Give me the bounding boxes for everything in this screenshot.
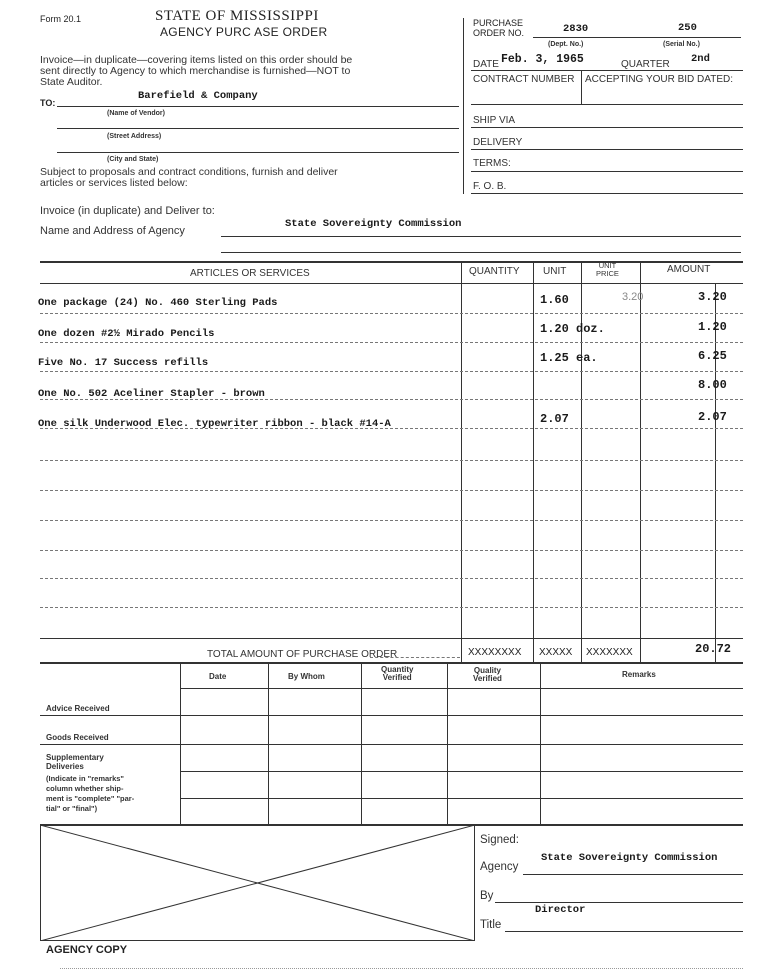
- vendor-line: [57, 106, 459, 107]
- serial-number: 250: [678, 22, 697, 34]
- deliver-to-label: Invoice (in duplicate) and Deliver to:: [40, 205, 215, 217]
- row-line-9: [40, 550, 743, 551]
- item-unit: 1.20 doz.: [540, 322, 605, 336]
- receipt-date-header: Date: [209, 672, 227, 681]
- total-x-unit: XXXXX: [539, 647, 573, 658]
- advice-received-label: Advice Received: [46, 704, 110, 713]
- terms-line: [471, 171, 743, 172]
- unit-price-header: UNIT PRICE: [596, 261, 619, 278]
- row-line-8: [40, 520, 743, 521]
- item-unit: 1.25 ea.: [540, 351, 598, 365]
- signature-by-line: [495, 902, 743, 903]
- contract-divider: [581, 70, 582, 104]
- deliver-agency-name: State Sovereignty Commission: [285, 218, 462, 230]
- receipt-row-line-3: [180, 771, 743, 772]
- row-line-2: [40, 342, 743, 343]
- signature-by-label: By: [480, 890, 494, 902]
- total-leader: [370, 657, 460, 658]
- quantity-header: QUANTITY: [469, 266, 520, 277]
- vendor-name-label: (Name of Vendor): [107, 110, 165, 117]
- receipt-row-line-4: [180, 798, 743, 799]
- item-amount: 8.00: [698, 378, 727, 392]
- row-line-7: [40, 490, 743, 491]
- row-line-6: [40, 460, 743, 461]
- signature-title-value: Director: [535, 904, 586, 916]
- row-line-12: [40, 638, 743, 639]
- signature-agency-line: [523, 874, 743, 875]
- delivery-label: DELIVERY: [473, 137, 523, 148]
- vendor-name: Barefield & Company: [138, 90, 258, 102]
- receipt-row-line-1: [40, 715, 743, 716]
- col-divider-cents: [715, 283, 716, 662]
- total-label: TOTAL AMOUNT OF PURCHASE ORDER: [207, 649, 398, 660]
- item-amount: 3.20: [698, 290, 727, 304]
- articles-header: ARTICLES OR SERVICES: [190, 268, 310, 279]
- col-divider-unit: [533, 262, 534, 662]
- signature-title-line: [505, 931, 743, 932]
- amount-header: AMOUNT: [667, 264, 711, 275]
- ship-via-label: SHIP VIA: [473, 115, 516, 126]
- date-label: DATE: [473, 59, 499, 70]
- receipt-by-whom-header: By Whom: [288, 672, 325, 681]
- crossed-out-box: [40, 825, 475, 941]
- contract-line: [471, 104, 743, 105]
- order-title: AGENCY PURC ASE ORDER: [160, 25, 328, 39]
- subject-note: Subject to proposals and contract conditions, furnish and deliver articles or services listed below:: [40, 166, 338, 189]
- dept-number: 2830: [563, 23, 589, 35]
- state-title: STATE OF MISSISSIPPI: [155, 8, 319, 24]
- invoice-note: Invoice—in duplicate—covering items listed on this order should be sent directly to Agency to which merchandise is furnished—NOT to State Auditor.: [40, 54, 353, 88]
- form-number: Form 20.1: [40, 14, 82, 24]
- date-line: [471, 70, 743, 71]
- agency-address-label: Name and Address of Agency: [40, 225, 185, 237]
- item-article: One No. 502 Aceliner Stapler - brown: [38, 388, 265, 400]
- header-divider: [463, 18, 464, 194]
- quarter-value: 2nd: [691, 53, 710, 65]
- item-amount: 6.25: [698, 349, 727, 363]
- dept-no-label: (Dept. No.): [548, 41, 584, 48]
- item-amount: 1.20: [698, 320, 727, 334]
- items-table-top: [40, 261, 743, 263]
- items-header-bottom: [40, 283, 743, 284]
- to-label: TO:: [40, 98, 56, 108]
- total-x-price: XXXXXXX: [586, 647, 633, 658]
- item-unit-price: 3.20: [622, 291, 644, 303]
- item-article: One dozen #2½ Mirado Pencils: [38, 328, 215, 340]
- po-line: [533, 37, 741, 38]
- receipt-qual-header: Quality Verified: [473, 666, 502, 683]
- row-line-3: [40, 371, 743, 372]
- signature-agency-value: State Sovereignty Commission: [541, 852, 718, 864]
- item-article: Five No. 17 Success refills: [38, 357, 209, 369]
- ship-via-line: [471, 127, 743, 128]
- date-value: Feb. 3, 1965: [501, 53, 584, 66]
- supplementary-note: (Indicate in "remarks" column whether ship- ment is "complete" "par- tial" or "final"): [46, 774, 135, 813]
- signature-title-label: Title: [480, 919, 502, 931]
- receipt-row-line-2: [40, 744, 743, 745]
- agency-line-2: [221, 252, 741, 253]
- city-line: [57, 152, 459, 153]
- po-label: PURCHASE ORDER NO.: [473, 18, 525, 38]
- fob-label: F. O. B.: [473, 181, 507, 192]
- city-label: (City and State): [107, 156, 159, 163]
- agency-copy-label: AGENCY COPY: [46, 944, 128, 956]
- delivery-line: [471, 149, 743, 150]
- items-table-bottom: [40, 662, 743, 664]
- item-amount: 2.07: [698, 410, 727, 424]
- accepting-bid-label: ACCEPTING YOUR BID DATED:: [585, 74, 733, 85]
- quarter-label: QUARTER: [621, 59, 670, 70]
- total-x-quantity: XXXXXXXX: [468, 647, 522, 658]
- terms-label: TERMS:: [473, 158, 511, 169]
- supplementary-label: Supplementary Deliveries: [46, 753, 104, 771]
- fob-line: [471, 193, 743, 194]
- item-unit: 2.07: [540, 412, 569, 426]
- perforation-line: [60, 968, 743, 969]
- item-unit: 1.60: [540, 293, 569, 307]
- agency-line-1: [221, 236, 741, 237]
- total-amount: 20.72: [695, 642, 732, 656]
- receipt-qty-header: Quantity Verified: [381, 665, 414, 682]
- goods-received-label: Goods Received: [46, 733, 109, 742]
- col-divider-quantity: [461, 262, 462, 662]
- unit-header: UNIT: [543, 266, 567, 277]
- col-divider-amount: [640, 262, 641, 662]
- receipt-header-bottom: [180, 688, 743, 689]
- row-line-11: [40, 607, 743, 608]
- row-line-10: [40, 578, 743, 579]
- row-line-1: [40, 313, 743, 314]
- receipt-remarks-header: Remarks: [622, 670, 656, 679]
- street-line: [57, 128, 459, 129]
- contract-number-label: CONTRACT NUMBER: [473, 74, 575, 85]
- signature-agency-label: Agency: [480, 861, 519, 873]
- signed-label: Signed:: [480, 834, 520, 846]
- serial-no-label: (Serial No.): [663, 41, 700, 48]
- item-article: One package (24) No. 460 Sterling Pads: [38, 297, 278, 309]
- item-article: One silk Underwood Elec. typewriter ribbon - black #14-A: [38, 418, 391, 430]
- street-label: (Street Address): [107, 133, 162, 140]
